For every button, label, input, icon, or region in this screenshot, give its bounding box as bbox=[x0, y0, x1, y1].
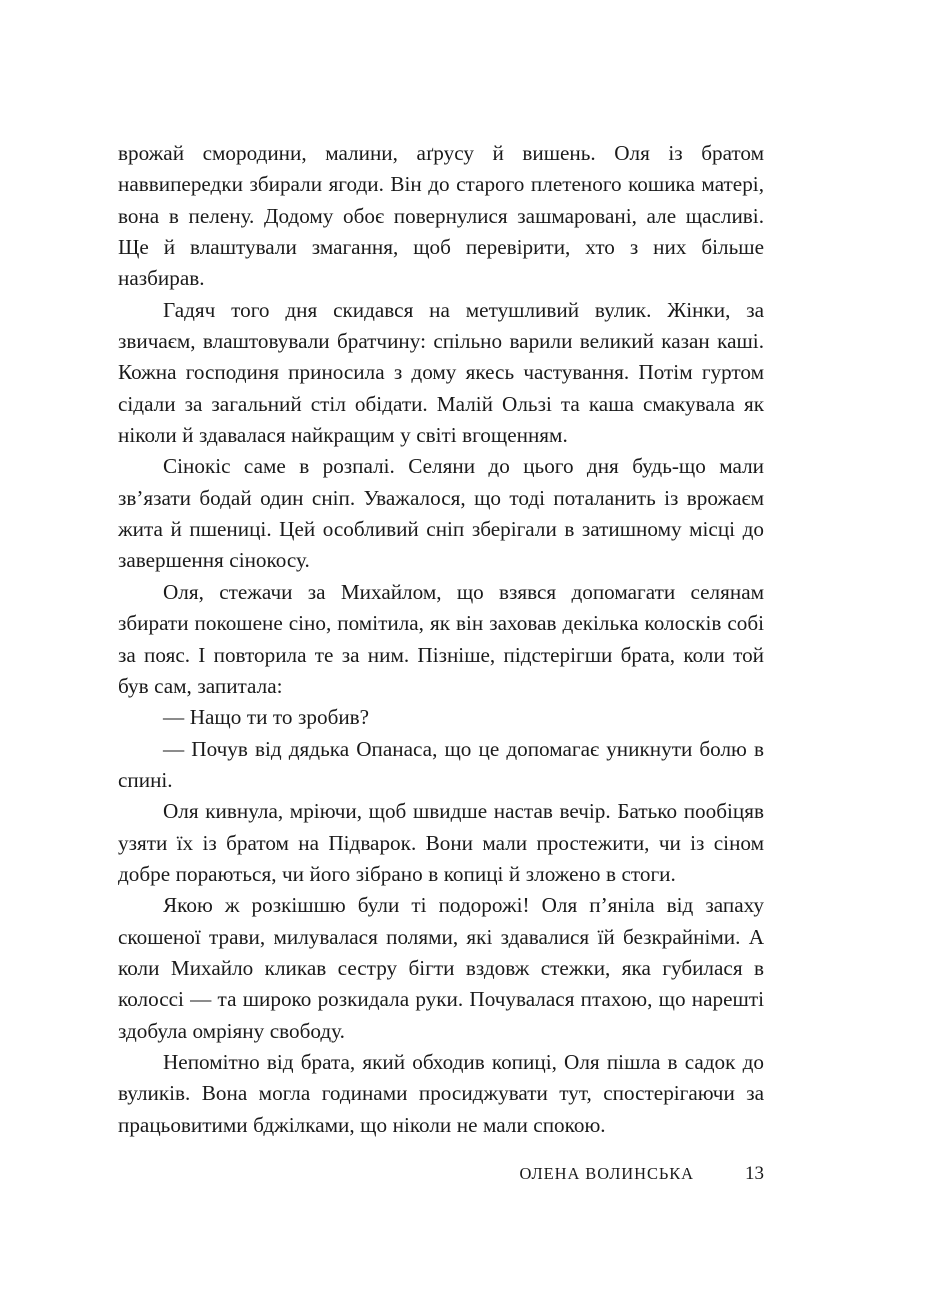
dialogue-line: — Нащо ти то зробив? bbox=[163, 705, 370, 730]
dialogue-line: — Почув від дядька Опанаса, що це допомагає уникнути болю в спині. bbox=[118, 736, 764, 792]
footer-inner bbox=[520, 1163, 764, 1185]
page-number: 13 bbox=[745, 1163, 764, 1184]
paragraph: Оля кивнула, мріючи, щоб швидше настав вечір. Батько пообіцяв узяти їх із братом на Підварок. Вони мали простежити, чи із сіном добре пораються, чи його зібрано в копиці й зложено в стоги. bbox=[118, 799, 764, 886]
paragraph: Оля, стежачи за Михайлом, що взявся допомагати селянам збирати покошене сіно, помітила, як він заховав декілька колосків собі за пояс. І повторила те за ним. Пізніше, підстерігши брата, коли той був сам, запитала: bbox=[118, 579, 764, 698]
page-footer bbox=[118, 1163, 764, 1191]
paragraph: Сінокіс саме в розпалі. Селяни до цього дня будь-що мали зв’язати бодай один сніп. Уважалося, що тоді поталанить із врожаєм жита й пшениці. Цей особливий сніп зберігали в затишному місці до завершення сінокосу. bbox=[118, 454, 764, 573]
paragraph: Непомітно від брата, який обходив копиці, Оля пішла в садок до вуликів. Вона могла годинами просиджувати тут, спостерігаючи за працьовитими бджілками, що ніколи не мали спокою. bbox=[118, 1049, 764, 1137]
running-head-author: ОЛЕНА ВОЛИНСЬКА bbox=[519, 1164, 694, 1183]
paragraph: Якою ж розкішшю були ті подорожі! Оля п’яніла від запаху скошеної трави, милувалася полями, які здавалися їй безкрайніми. А коли Михайло кликав сестру бігти вздовж стежки, яка губилася в колоссі — та широко розкидала руки. Почувалася птахою, що нарешті здобула омріяну свободу. bbox=[118, 893, 764, 1043]
body-text-column bbox=[118, 138, 764, 1141]
paragraph-continued: врожай смородини, малини, аґрусу й вишень. Оля із братом наввипередки збирали ягоди. Він до старого плетеного кошика матері, вона в пелену. Додому обоє повернулися зашмаровані, але щасливі. Ще й влаштували змагання, щоб перевірити, хто з них більше назбирав. bbox=[118, 141, 764, 291]
paragraph: Гадяч того дня скидався на метушливий вулик. Жінки, за звичаєм, влаштовували братчину: спільно варили великий казан каші. Кожна господиня приносила з дому якесь частування. Потім гуртом сідали за загальний стіл обідати. Малій Ользі та каша смакувала як ніколи й здавалася найкращим у світі вгощенням. bbox=[118, 297, 764, 448]
